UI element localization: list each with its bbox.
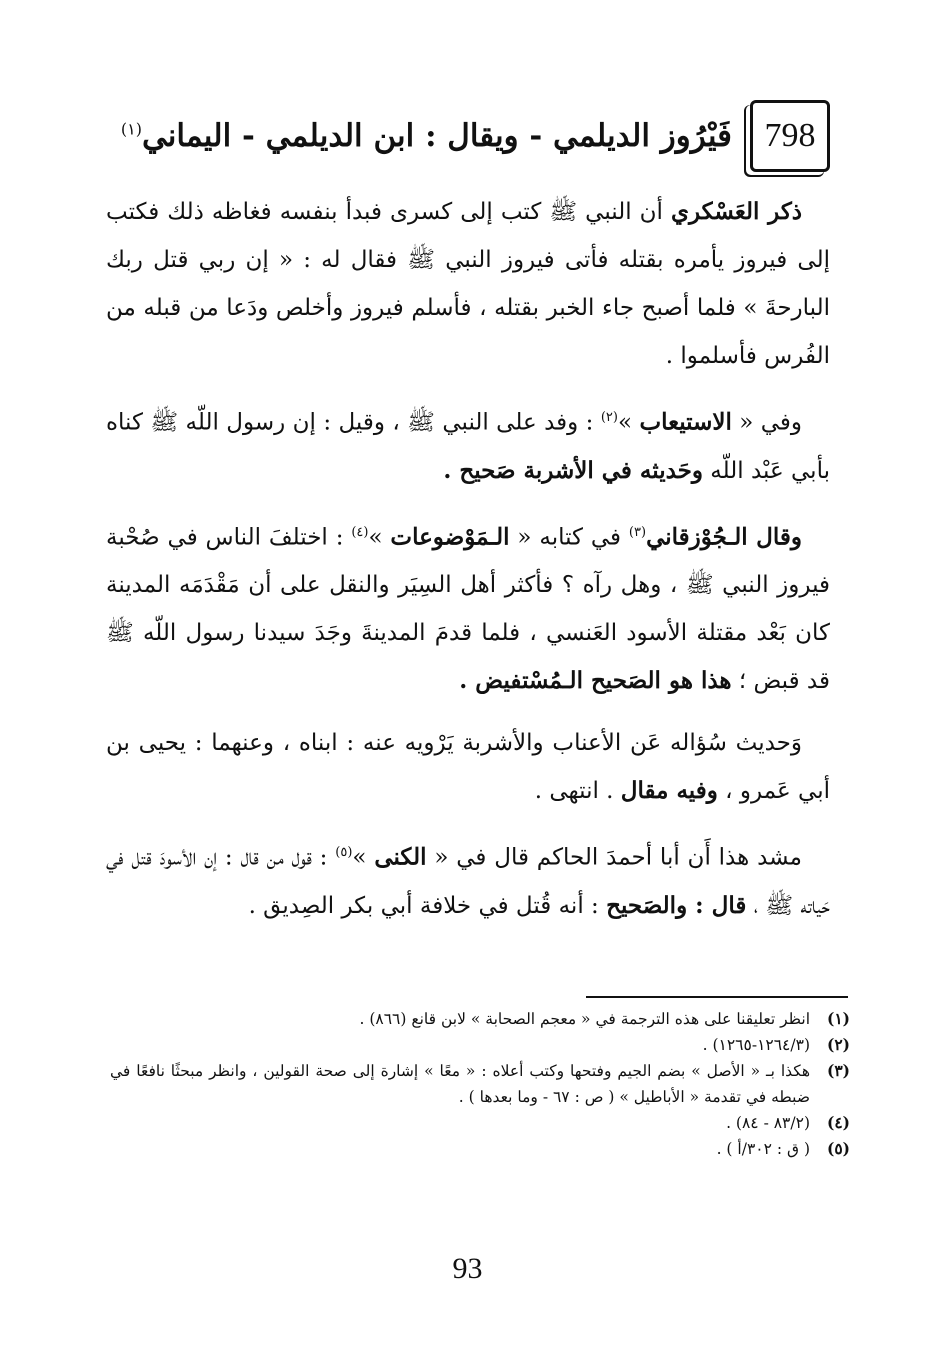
entry-number-box: 798 [750,100,830,172]
paragraph-3-footnote-ref-2: (٤) [351,524,369,540]
footnote-divider [586,996,848,998]
footnote-5 [110,1136,850,1162]
paragraph-3-footnote-ref-1: (٣) [628,524,647,540]
footnote-text: هكذا بـ « الأصل » بضم الجيم وفتحها وكتب أعلاه : « معًا » إشارة إلى صحة القولين ، وانظر مبحثًا نافعًا في ضبطه في تقدمة « الأباطيل » ( ص : ٦٧ - وما بعدها ) . [110,1062,810,1106]
footnote-4 [110,1110,850,1136]
page-number: 93 [452,1252,483,1285]
paragraph-5-end: : أنه قُتل في خلافة أبي بكر الصِديق . [248,892,607,919]
footnote-text: (٨٣/٢ - ٨٤) . [726,1114,810,1132]
paragraph-5 [106,829,830,930]
paragraph-2 [106,394,830,495]
footnote-number: (٣) [826,1061,850,1080]
body-text [106,188,830,944]
paragraph-3 [106,509,830,706]
paragraph-4 [106,719,830,815]
paragraph-2-source: الاستيعاب [639,408,732,436]
paragraph-5-text-2: : قول من قال : إن الأسودَ قتل في حَياته ﷺ ، [106,844,830,919]
footnote-2 [110,1032,850,1058]
paragraph-1 [106,188,830,380]
paragraph-5-mid: » [352,844,375,871]
paragraph-2-text: : وفد على النبي ﷺ ، وقيل : إن رسول اللّه ﷺ كناه بأبي عَبْد اللّه [106,409,830,484]
footnote-number: (١) [826,1009,850,1028]
footnote-text: ( ق : ٣٠٢/أ ) . [716,1140,810,1158]
paragraph-2-pre: وفي « [731,409,803,436]
entry-title [121,118,732,154]
paragraph-5-footnote-ref: (٥) [335,845,353,861]
paragraph-3-text: : اختلفَ الناس في صُحْبة فيروز النبي ﷺ ، وهل رآه ؟ فأكثر أهل السِيَر والنقل على أن مَقْدَمَه المدينة كان بَعْد مقتلة الأسود العَنسي ، فلما قدمَ المدينةَ وجَدَ سيدنا رسول اللّه ﷺ قد قبض ؛ [106,524,830,695]
paragraph-2-verdict: وحَديثه في الأشربة صَحيح . [443,456,703,484]
entry-title-text: فَيْرُوز الديلمي - ويقال : ابن الديلمي - اليماني [141,118,732,154]
paragraph-3-lead: وقال الـجُوْزقاني [646,523,802,551]
footnote-number: (٢) [826,1035,850,1054]
footnote-text: انظر تعليقنا على هذه الترجمة في « معجم الصحابة » لابن قانع (٨٦٦) . [359,1010,810,1028]
footnote-number: (٥) [826,1139,850,1158]
paragraph-4-text: وَحديث سُؤاله عَن الأعناب والأشربة يَرْويه عنه : ابناه ، وعنهما : يحيى بن أبي عَمرو ، [106,730,830,805]
paragraph-4-verdict: وفيه مقال [620,777,718,805]
paragraph-1-text: أن النبي ﷺ كتب إلى كسرى فبدأ بنفسه فغاظه ذلك فكتب إلى فيروز يأمره بقتله فأتى فيروز النبي ﷺ فقال له : « إن ربي قتل ربك البارحةَ » فلما أصبح جاء الخبر بقتله ، فأسلم فيروز وأخلص ودَعا من قبله من الفُرس فأسلموا . [106,199,830,369]
footnote-text: (١٢٦٤/٣-١٢٦٥) . [702,1036,810,1054]
paragraph-2-mid: » [617,409,640,436]
footnote-3 [110,1058,850,1110]
paragraph-5-verdict: قال : والصَحيح [606,891,747,919]
entry-heading [110,95,830,177]
footnote-1 [110,1006,850,1032]
entry-title-footnote-ref: (١) [120,119,142,139]
footnote-number: (٤) [826,1113,850,1132]
paragraph-3-mid-1: في كتابه « [509,524,629,551]
paragraph-5-text: مشد هذا أَن أبا أحمدَ الحاكم قال في « [426,844,802,871]
paragraph-5-source: الكنى [374,843,427,871]
footnotes [110,1006,850,1162]
paragraph-3-source: الـمَوْضوعات [390,523,510,551]
paragraph-1-lead: ذكر العَسْكري [670,198,803,225]
paragraph-3-mid-2: » [368,524,391,551]
paragraph-2-footnote-ref: (٢) [600,410,618,425]
paragraph-4-end: . انتهى . [534,778,621,805]
paragraph-3-verdict: هذا هو الصَحيح الـمُسْتفيض . [459,667,732,695]
